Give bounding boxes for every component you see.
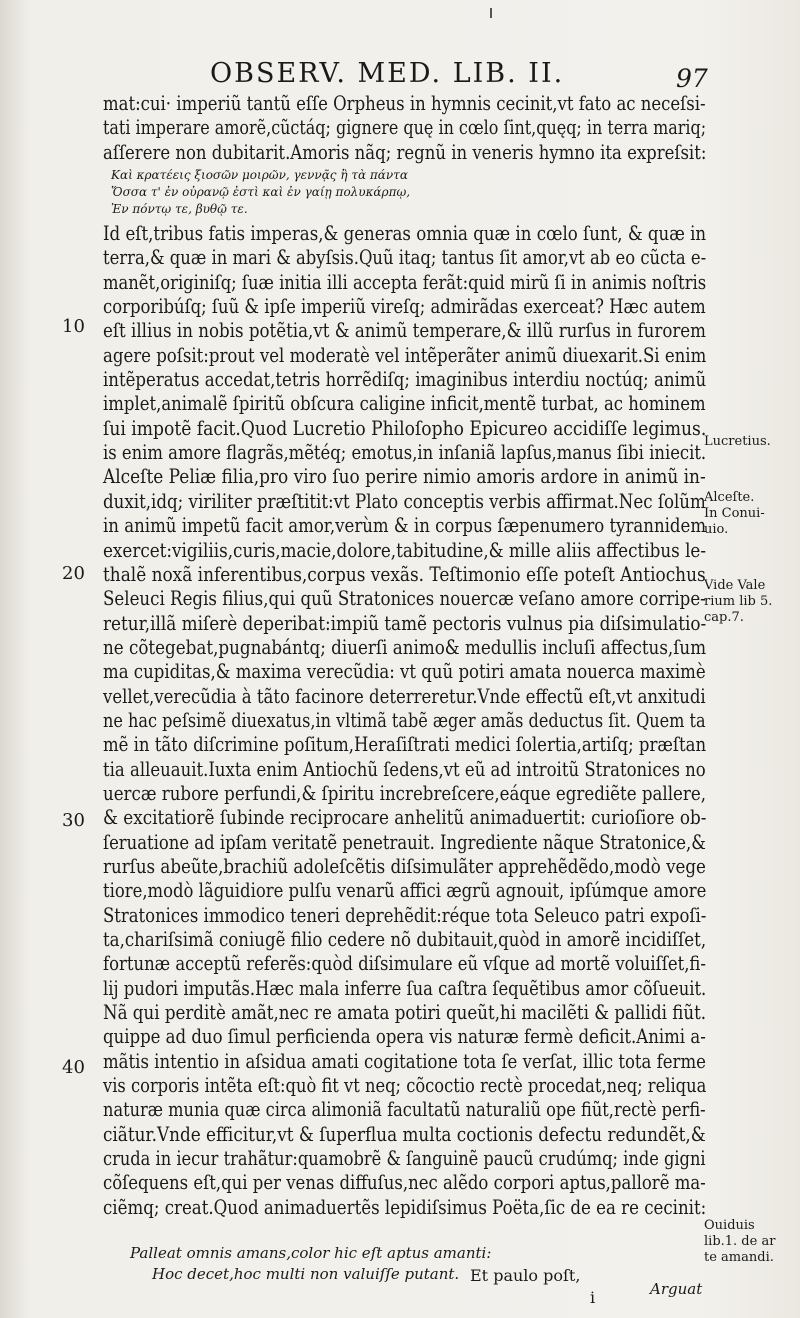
verse-line: Palleat omnis amans,color hic eſt aptus amanti: [130, 1244, 492, 1262]
margin-note-alceste: Alceſte. In Conui- uio. [704, 490, 765, 537]
text-line: Id eſt,tribus fatis imperas,& generas omnia quæ in cœlo ſunt, & quæ in [103, 222, 707, 246]
text-line: vis corporis intẽta eſt:quò fit vt neq; cõcoctio rectè procedat,neq; reliqua [103, 1074, 707, 1098]
text-line: ma cupiditas,& maxima verecũdia: vt quũ potiri amata nouerca maximè [103, 660, 706, 684]
verse-line: Hoc decet,hoc multi non valuiſſe putant. [152, 1265, 460, 1283]
text-line: tiore,modò lãguidiore pulſu venarũ affici ægrũ agnouit, ipſúmque amore [103, 879, 707, 903]
et-paulo-post: Et paulo poſt, [470, 1266, 581, 1285]
text-line: tia alleuauit.Iuxta enim Antiochũ ſedens,vt eũ ad introitũ Stratonices no [103, 757, 706, 781]
text-line: retur,illã miſerè deperibat:impiũ tamẽ pectoris vulnus pia diſsimulatio- [103, 611, 707, 635]
text-line: aſſerere non dubitarit.Amoris nãq; regnũ in veneris hymno ita expreſsit: [103, 140, 707, 164]
line-number-10: 10 [62, 316, 85, 337]
line-number-40: 40 [62, 1057, 85, 1078]
text-line: agere poſsit:prout vel moderatè vel intẽperãter animũ diuexarit.Si enim [103, 343, 707, 367]
page-number: 97 [676, 64, 708, 93]
line-number-20: 20 [62, 563, 85, 584]
running-title: OBSERV. MED. LIB. II. [210, 58, 565, 89]
text-line: Nã qui perditè amãt,nec re amata potiri queũt,hi macilẽti & pallidi fiũt. [103, 1001, 707, 1025]
text-line: mẽ in tãto diſcrimine poſitum,Heraſiſtrati medici ſolertia,artiſq; præſtan [103, 733, 707, 757]
text-line: cruda in iecur trahãtur:quamobrẽ & ſanguinẽ paucũ crudúmq; inde gigni [103, 1147, 706, 1171]
text-line: ne hac peſsimẽ diuexatus,in vltimã tabẽ æger amãs deductus ſit. Quem ta [103, 708, 706, 732]
text-line: ne cõtegebat,pugnabántq; diuerſi animo& medullis incluſi affectus,ſum [103, 635, 707, 659]
text-line: ſeruatione ad ipſam veritatẽ penetrauit. Ingrediente nãque Stratonice,& [103, 830, 706, 854]
text-line: ciãtur.Vnde efficitur,vt & ſuperflua multa coctionis defectu redundẽt,& [103, 1122, 706, 1146]
page-mark [490, 8, 492, 18]
text-line: in animũ impetũ facit amor,verùm & in corpus ſæpenumero tyrannidem [103, 514, 707, 538]
signature-mark: i [590, 1288, 596, 1307]
text-line: implet,animalẽ ſpiritũ obſcura caligine inficit,mentẽ turbat, ac hominem [103, 392, 706, 416]
text-line: rurſus abeũte,brachiũ adoleſcẽtis diſsimulãter apprehẽdẽdo,modò vege [103, 854, 706, 878]
text-line: corporibúſq; ſuũ & ipſe imperiũ vireſq; admirãdas exerceat? Hæc autem [103, 295, 706, 319]
text-line: naturæ munia quæ circa alimoniã facultatũ naturaliũ ope fiũt,rectè perfi- [103, 1098, 706, 1122]
text-line: intẽperatus accedat,tetris horrẽdiſq; imaginibus interdiu noctúq; animũ [103, 368, 707, 392]
text-line: uercæ rubore perfundi,& ſpiritu increbreſcere,eáque egrediẽte pallere, [103, 781, 706, 805]
catchword: Arguat [650, 1280, 703, 1298]
text-line: Ὅσσα τ' ἐν οὐρανῷ ἐστὶ καὶ ἐν γαίῃ πολυκάρπῳ, [111, 185, 411, 200]
text-after-quote [103, 222, 706, 1220]
text-line: ta,chariſsimã coniugẽ filio cedere nõ dubitauit,quòd in amorẽ incidiſſet, [103, 928, 707, 951]
text-line: quippe ad duo ſimul perficienda opera vis naturæ fermè deficit.Animi a- [103, 1025, 706, 1049]
text-line: mat:cui· imperiũ tantũ eſſe Orpheus in hymnis cecinit,vt fato ac neceſsi- [103, 92, 706, 115]
text-before-quote [103, 92, 706, 165]
margin-note-ovid: Ouiduis lib.1. de ar te amandi. [704, 1218, 776, 1265]
text-line: duxit,idq; viriliter præſtitit:vt Plato conceptis verbis affirmat.Nec ſolũm [103, 489, 706, 513]
text-line: manẽt,originiſq; ſuæ initia illi accepta ferãt:quid mirũ ſi in animis noſtris [103, 270, 707, 294]
text-line: terra,& quæ in mari & abyſsis.Quũ itaq; tantus ſit amor,vt ab eo cũcta e- [103, 246, 707, 270]
verse-quotation [130, 1243, 491, 1285]
text-line: thalẽ noxã inferentibus,corpus vexãs. Teſtimonio eſſe poteſt Antiochus [103, 562, 706, 586]
text-line: is enim amore flagrãs,mẽtéq; emotus,in inſaniã lapſus,manus ſibi iniecit. [103, 441, 707, 465]
text-line: vellet,verecũdia à tãto facinore deterreretur.Vnde effectũ eſt,vt anxitudi [103, 684, 706, 708]
text-line: lij pudori imputãs.Hæc mala inferre ſua caſtra ſequẽtibus amor cõſueuit. [103, 976, 707, 1000]
text-line: exercet:vigiliis,curis,macie,dolore,tabitudine,& mille aliis affectibus le- [103, 538, 707, 562]
text-line: Καὶ κρατέεις ξιοσῶν μοιρῶν, γεννᾷς ἢ τὰ πάντα [111, 168, 408, 183]
text-line: cõſequens eſt,qui per venas diffuſus,nec alẽdo corpori aptus,pallorẽ ma- [103, 1171, 706, 1195]
text-line: & excitatiorẽ ſubinde reciprocare anhelitũ animaduertit: curioſiore ob- [103, 806, 707, 830]
main-text [103, 92, 706, 1220]
line-number-30: 30 [62, 810, 85, 831]
text-line: ſui impotẽ facit.Quod Lucretio Philoſopho Epicureo accidiſſe legimus. [103, 416, 707, 440]
text-line: fortunæ acceptũ referẽs:quòd diſsimulare eũ vſque ad mortẽ voluiſſet,fi- [103, 952, 706, 976]
text-line: Alceſte Peliæ filia,pro viro ſuo perire nimio amoris ardore in animũ in- [103, 465, 706, 489]
text-line: Seleuci Regis filius,qui quũ Stratonices nouercæ veſano amore corripe- [103, 587, 706, 611]
margin-note-valerius: Vide Vale rium lib 5. cap.7. [704, 578, 773, 625]
margin-note-lucretius: Lucretius. [704, 434, 771, 449]
text-line: Stratonices immodico teneri deprehẽdit:réque tota Seleuco patri expoſi- [103, 903, 707, 927]
text-line: ciẽmq; creat.Quod animaduertẽs lepidiſsimus Poëta,ſic de ea re cecinit: [103, 1195, 707, 1219]
text-line: Ἐν πόντῳ τε, βυθῷ τε. [111, 202, 248, 217]
text-line: mãtis intentio in aſsidua amati cogitatione tota ſe verſat, illic tota ferme [103, 1049, 706, 1073]
text-line: tati imperare amorẽ,cũctáq; gignere quę in cœlo ſint,quęq; in terra mariq; [103, 116, 707, 140]
text-line: eſt illius in nobis potẽtia,vt & animũ temperare,& illũ rurſus in furorem [103, 319, 706, 343]
greek-quotation [103, 167, 706, 218]
